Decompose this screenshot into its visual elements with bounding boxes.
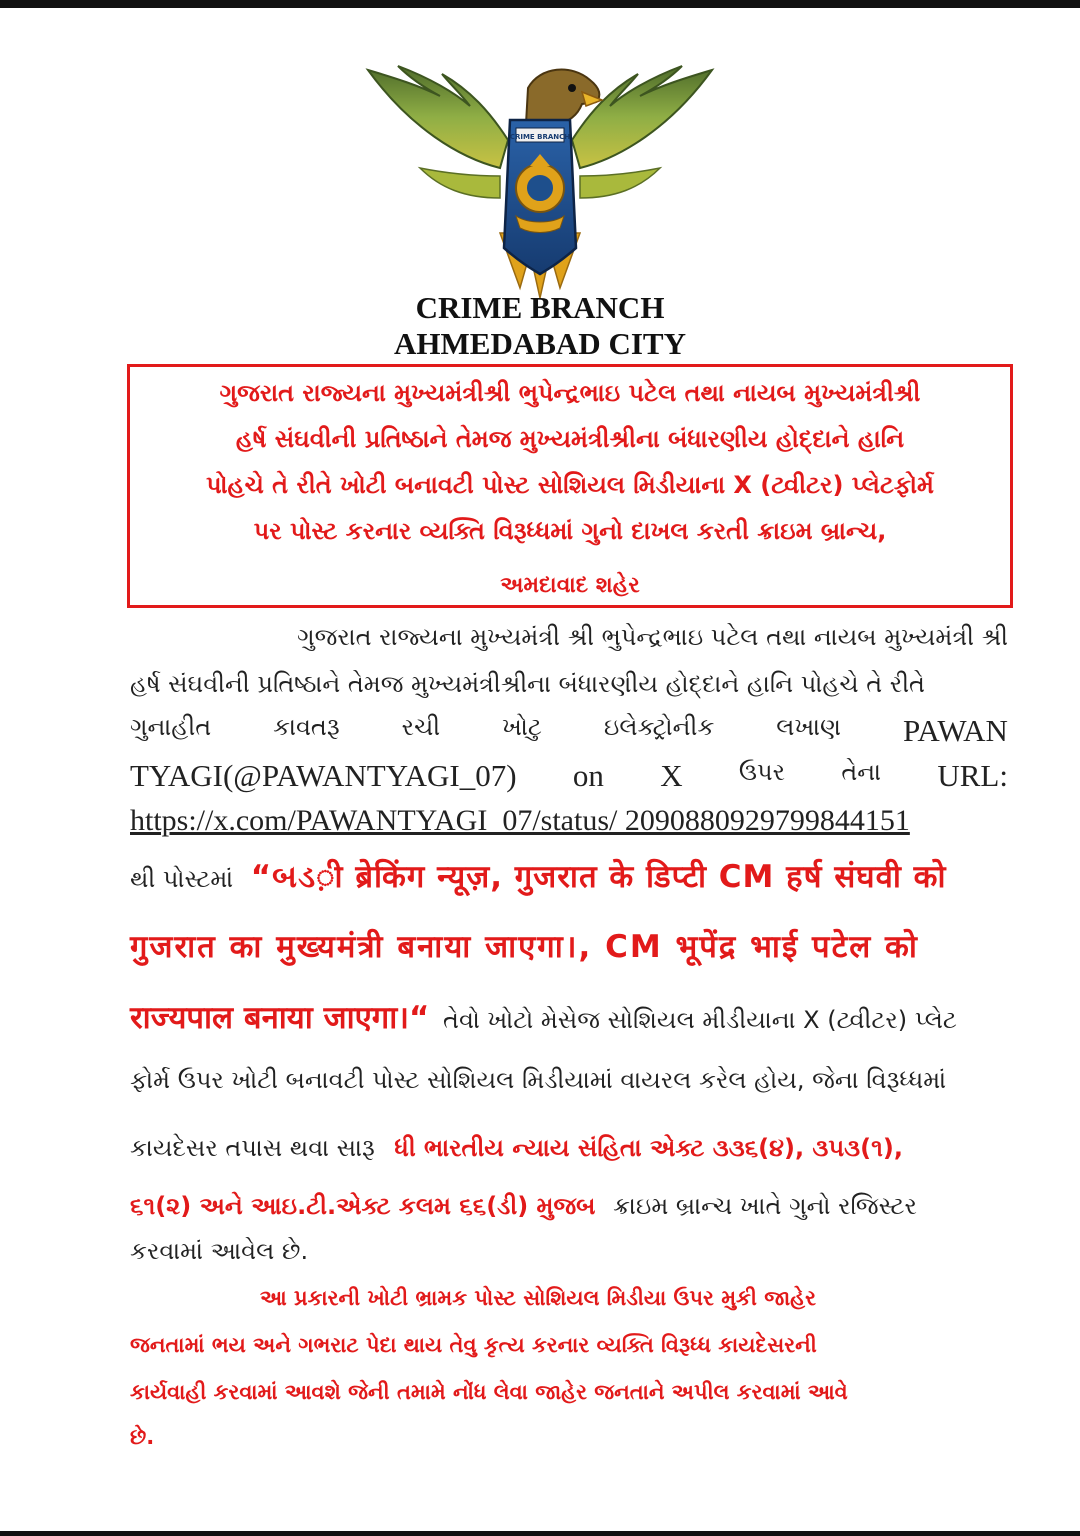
body-word: ગુનાહીત [130,713,212,741]
quoted-message: राज्यपाल बनाया जाएगा।“ [130,1000,430,1036]
body-line: ફોર્મ ઉપર ખોટી બનાવટી પોસ્ટ સોશિયલ મિડીયામાં વાયરલ કરેલ હોય, જેના વિરૂધ્ધમાં [130,1066,947,1094]
body-word: રચી [401,713,441,741]
headline-line: પર પોસ્ટ કરનાર વ્યક્તિ વિરૂધ્ધમાં ગુનો દાખલ કરતી ક્રાઇમ બ્રાન્ચ, [253,517,887,545]
body-text: થી પોસ્ટમાં [130,865,234,893]
body-line [130,713,1008,749]
body-line: ગુજરાત રાજ્યના મુખ્યમંત્રી શ્રી ભુપેન્દ્રભાઇ પટેલ તથા નાયબ મુખ્યમંત્રી શ્રી [297,623,1008,651]
body-text: કાયદેસર તપાસ થવા સારૂ [130,1134,375,1162]
body-word: PAWAN [903,713,1008,748]
body-line [130,1134,1008,1162]
body-word: X [660,758,683,793]
org-title-line2: AHMEDABAD CITY [394,326,686,361]
body-line [130,758,1008,794]
quoted-message: “બડ़ी ब्रेकिंग न्यूज़, गुजरात के डिप्टी CM हर्ष संघवी को [250,859,947,895]
body-word: ઇલેક્ટ્રોનીક [603,713,715,741]
body-word: on [572,758,604,793]
appeal-line: જનતામાં ભય અને ગભરાટ પેદા થાય તેવુ કૃત્ય કરનાર વ્યક્તિ વિરૂધ્ધ કાયદેસરની [130,1333,817,1357]
body-word: URL: [937,758,1008,793]
body-word: કાવતરૂ [273,713,340,741]
legal-sections: ધી ભારતીય ન્યાય સંહિતા એક્ટ ૩૩૬(૪), ૩૫૩(૧), [394,1134,903,1162]
body-line [130,1192,1008,1220]
body-line: હર્ષ સંઘવીની પ્રતિષ્ઠાને તેમજ મુખ્યમંત્રીશ્રીના બંધારણીય હોદ્દાને હાનિ પોહચે તે રીતે [130,670,925,698]
legal-sections: ૬૧(૨) અને આઇ.ટી.એક્ટ કલમ ૬૬(ડી) મુજબ [130,1192,596,1220]
body-word: ખોટુ [502,713,542,741]
body-text: તેવો ખોટો મેસેજ સોશિયલ મીડીયાના X (ટ્વીટર) પ્લેટ [443,1006,957,1034]
org-title-line1: CRIME BRANCH [415,290,665,325]
post-url-link[interactable]: https://x.com/PAWANTYAGI_07/status/ 2090880929799844151 [130,804,910,837]
headline-line: ગુજરાત રાજ્યના મુખ્યમંત્રીશ્રી ભુપેન્દ્રભાઇ પટેલ તથા નાયબ મુખ્યમંત્રીશ્રી [219,379,921,407]
twitter-handle: TYAGI(@PAWANTYAGI_07) [130,758,517,793]
appeal-line: છે. [130,1425,155,1449]
appeal-line: આ પ્રકારની ખોટી ભ્રામક પોસ્ટ સોશિયલ મિડીયા ઉપર મુકી જાહેર [260,1286,816,1310]
body-word: લખાણ [776,713,841,741]
headline-box [127,364,1013,608]
body-word: તેના [841,758,882,786]
bottom-border [0,1531,1080,1536]
body-line: કરવામાં આવેલ છે. [130,1237,309,1265]
headline-line: પોહચે તે રીતે ખોટી બનાવટી પોસ્ટ સોશિયલ મિડીયાના X (ટ્વીટર) પ્લેટફોર્મ [205,471,934,499]
top-border [0,0,1080,8]
body-line [130,996,1008,1038]
emblem-banner-text: CRIME BRANCH [509,133,571,141]
headline-line: હર્ષ સંઘવીની પ્રતિષ્ઠાને તેમજ મુખ્યમંત્રીશ્રીના બંધારણીય હોદ્દાને હાનિ [235,425,905,453]
body-text: ક્રાઇમ બ્રાન્ચ ખાતે ગુનો રજિસ્ટર [613,1192,917,1220]
quoted-message: गुजरात का मुख्यमंत्री बनाया जाएगा।, CM भूपेंद्र भाई पटेल को [130,929,919,965]
crime-branch-eagle-emblem [350,48,730,303]
body-line [130,855,1008,897]
appeal-line: કાર્યવાહી કરવામાં આવશે જેની તમામે નોંધ લેવા જાહેર જનતાને અપીલ કરવામાં આવે [130,1380,848,1404]
headline-location: અમદાવાદ શહેર [500,573,640,598]
body-word: ઉપર [738,758,786,786]
